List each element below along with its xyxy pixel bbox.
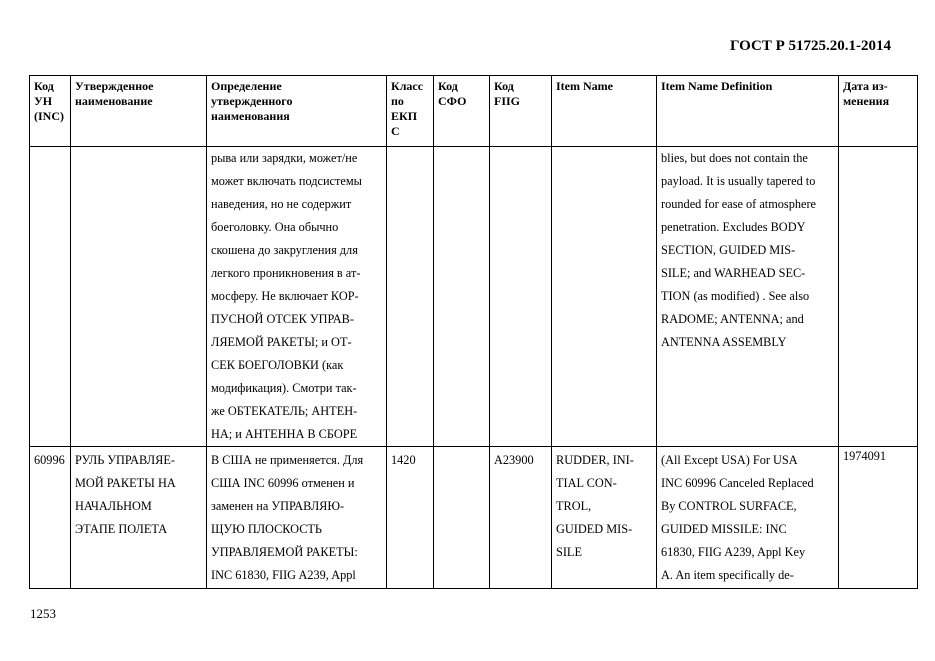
header-text-line: СФО (438, 94, 467, 108)
header-text-line: Дата из- (843, 79, 888, 93)
text-line: GUIDED MISSILE: INC (661, 522, 787, 536)
cell-fiig (490, 447, 552, 589)
text-line: В США не применяется. Для (211, 453, 364, 467)
header-text-line: Определение (211, 79, 282, 93)
header-text-line: Код (34, 79, 54, 93)
text-line: РУЛЬ УПРАВЛЯЕ- (75, 453, 175, 467)
cell-class (387, 447, 434, 589)
page-number: 1253 (30, 606, 56, 621)
text-line: payload. It is usually tapered to (661, 174, 816, 188)
fiig-value: A23900 (494, 453, 534, 467)
header-text-line: наименование (75, 94, 153, 108)
text-line: blies, but does not contain the (661, 151, 808, 165)
header-inc (30, 76, 71, 147)
text-line: RUDDER, INI- (556, 453, 634, 467)
cell-change-date: 1974091 (839, 447, 918, 589)
text-line: НАЧАЛЬНОМ (75, 499, 152, 513)
cell-approved-name (71, 447, 207, 589)
text-line: боеголовку. Она обычно (211, 220, 339, 234)
text-line: RADOME; ANTENNA; and (661, 312, 804, 326)
header-text-line: С (391, 124, 400, 138)
cell-item-name (552, 447, 657, 589)
header-text-line: утвержденного (211, 94, 293, 108)
text-line: TION (as modified) . See also (661, 289, 810, 303)
cell-inc (30, 447, 71, 589)
header-sfo (434, 76, 490, 147)
header-text-line: (INC) (34, 109, 64, 123)
header-text-line: Item Name Definition (661, 79, 773, 93)
text-line: (All Except USA) For USA (661, 453, 798, 467)
text-line: мосферу. Не включает КОР- (211, 289, 359, 303)
header-text-line: наименования (211, 109, 290, 123)
text-line: SECTION, GUIDED MIS- (661, 243, 796, 257)
text-line: ANTENNA ASSEMBLY (661, 335, 787, 349)
inc-value: 60996 (34, 453, 65, 467)
header-text-line: Код (438, 79, 458, 93)
text-line: By CONTROL SURFACE, (661, 499, 797, 513)
text-line: TIAL CON- (556, 476, 617, 490)
header-text-line: менения (843, 94, 890, 108)
header-text-line: Утвержденное (75, 79, 154, 93)
table-row (30, 447, 918, 589)
text-line: SILE; and WARHEAD SEC- (661, 266, 806, 280)
header-item-definition (657, 76, 839, 147)
cell-item-definition (657, 447, 839, 589)
cell-class (387, 147, 434, 447)
text-line: rounded for ease of atmosphere (661, 197, 817, 211)
text-line: УПРАВЛЯЕМОЙ РАКЕТЫ: (211, 545, 358, 559)
text-line: INC 61830, FIIG A239, Appl (211, 568, 356, 582)
text-line: заменен на УПРАВЛЯЮ- (211, 499, 345, 513)
header-fiig (490, 76, 552, 147)
header-text-line: FIIG (494, 94, 521, 108)
text-line: легкого проникновения в ат- (211, 266, 361, 280)
text-line: TROL, (556, 499, 592, 513)
text-line: ПУСНОЙ ОТСЕК УПРАВ- (211, 312, 354, 326)
text-line: GUIDED MIS- (556, 522, 633, 536)
header-approved-name (71, 76, 207, 147)
item-name-table (29, 75, 918, 589)
text-line: НА; и АНТЕННА В СБОРЕ (211, 427, 358, 441)
text-line: СЕК БОЕГОЛОВКИ (как (211, 358, 344, 372)
header-change-date (839, 76, 918, 147)
text-line: же ОБТЕКАТЕЛЬ; АНТЕН- (211, 404, 358, 418)
text-line: penetration. Excludes BODY (661, 220, 806, 234)
header-class (387, 76, 434, 147)
text-line: SILE (556, 545, 582, 559)
table-header-row (30, 76, 918, 147)
header-text-line: ЕКП (391, 109, 418, 123)
header-text-line: по (391, 94, 404, 108)
text-line: США INC 60996 отменен и (211, 476, 355, 490)
text-line: INC 60996 Canceled Replaced (661, 476, 814, 490)
cell-approved-name (71, 147, 207, 447)
text-line: скошена до закругления для (211, 243, 358, 257)
header-text-line: Код (494, 79, 514, 93)
document-code: ГОСТ Р 51725.20.1-2014 (729, 38, 891, 54)
cell-definition (207, 147, 387, 447)
cell-fiig (490, 147, 552, 447)
text-line: МОЙ РАКЕТЫ НА (75, 476, 176, 490)
table-row (30, 147, 918, 447)
text-line: ЛЯЕМОЙ РАКЕТЫ; и ОТ- (211, 335, 352, 349)
header-item-name (552, 76, 657, 147)
class-value: 1420 (391, 453, 416, 467)
cell-definition (207, 447, 387, 589)
cell-change-date (839, 147, 918, 447)
cell-sfo (434, 147, 490, 447)
header-text-line: Item Name (556, 79, 613, 93)
cell-item-name (552, 147, 657, 447)
cell-inc (30, 147, 71, 447)
text-line: ЩУЮ ПЛОСКОСТЬ (211, 522, 322, 536)
text-line: ЭТАПЕ ПОЛЕТА (75, 522, 168, 536)
text-line: A. An item specifically de- (661, 568, 794, 582)
text-line: модификация). Смотри так- (211, 381, 357, 395)
header-text-line: Класс (391, 79, 424, 93)
text-line: 61830, FIIG A239, Appl Key (661, 545, 806, 559)
header-definition (207, 76, 387, 147)
header-text-line: УН (34, 94, 53, 108)
text-line: рыва или зарядки, может/не (211, 151, 358, 165)
text-line: наведения, но не содержит (211, 197, 352, 211)
cell-item-definition (657, 147, 839, 447)
cell-sfo (434, 447, 490, 589)
text-line: может включать подсистемы (211, 174, 362, 188)
